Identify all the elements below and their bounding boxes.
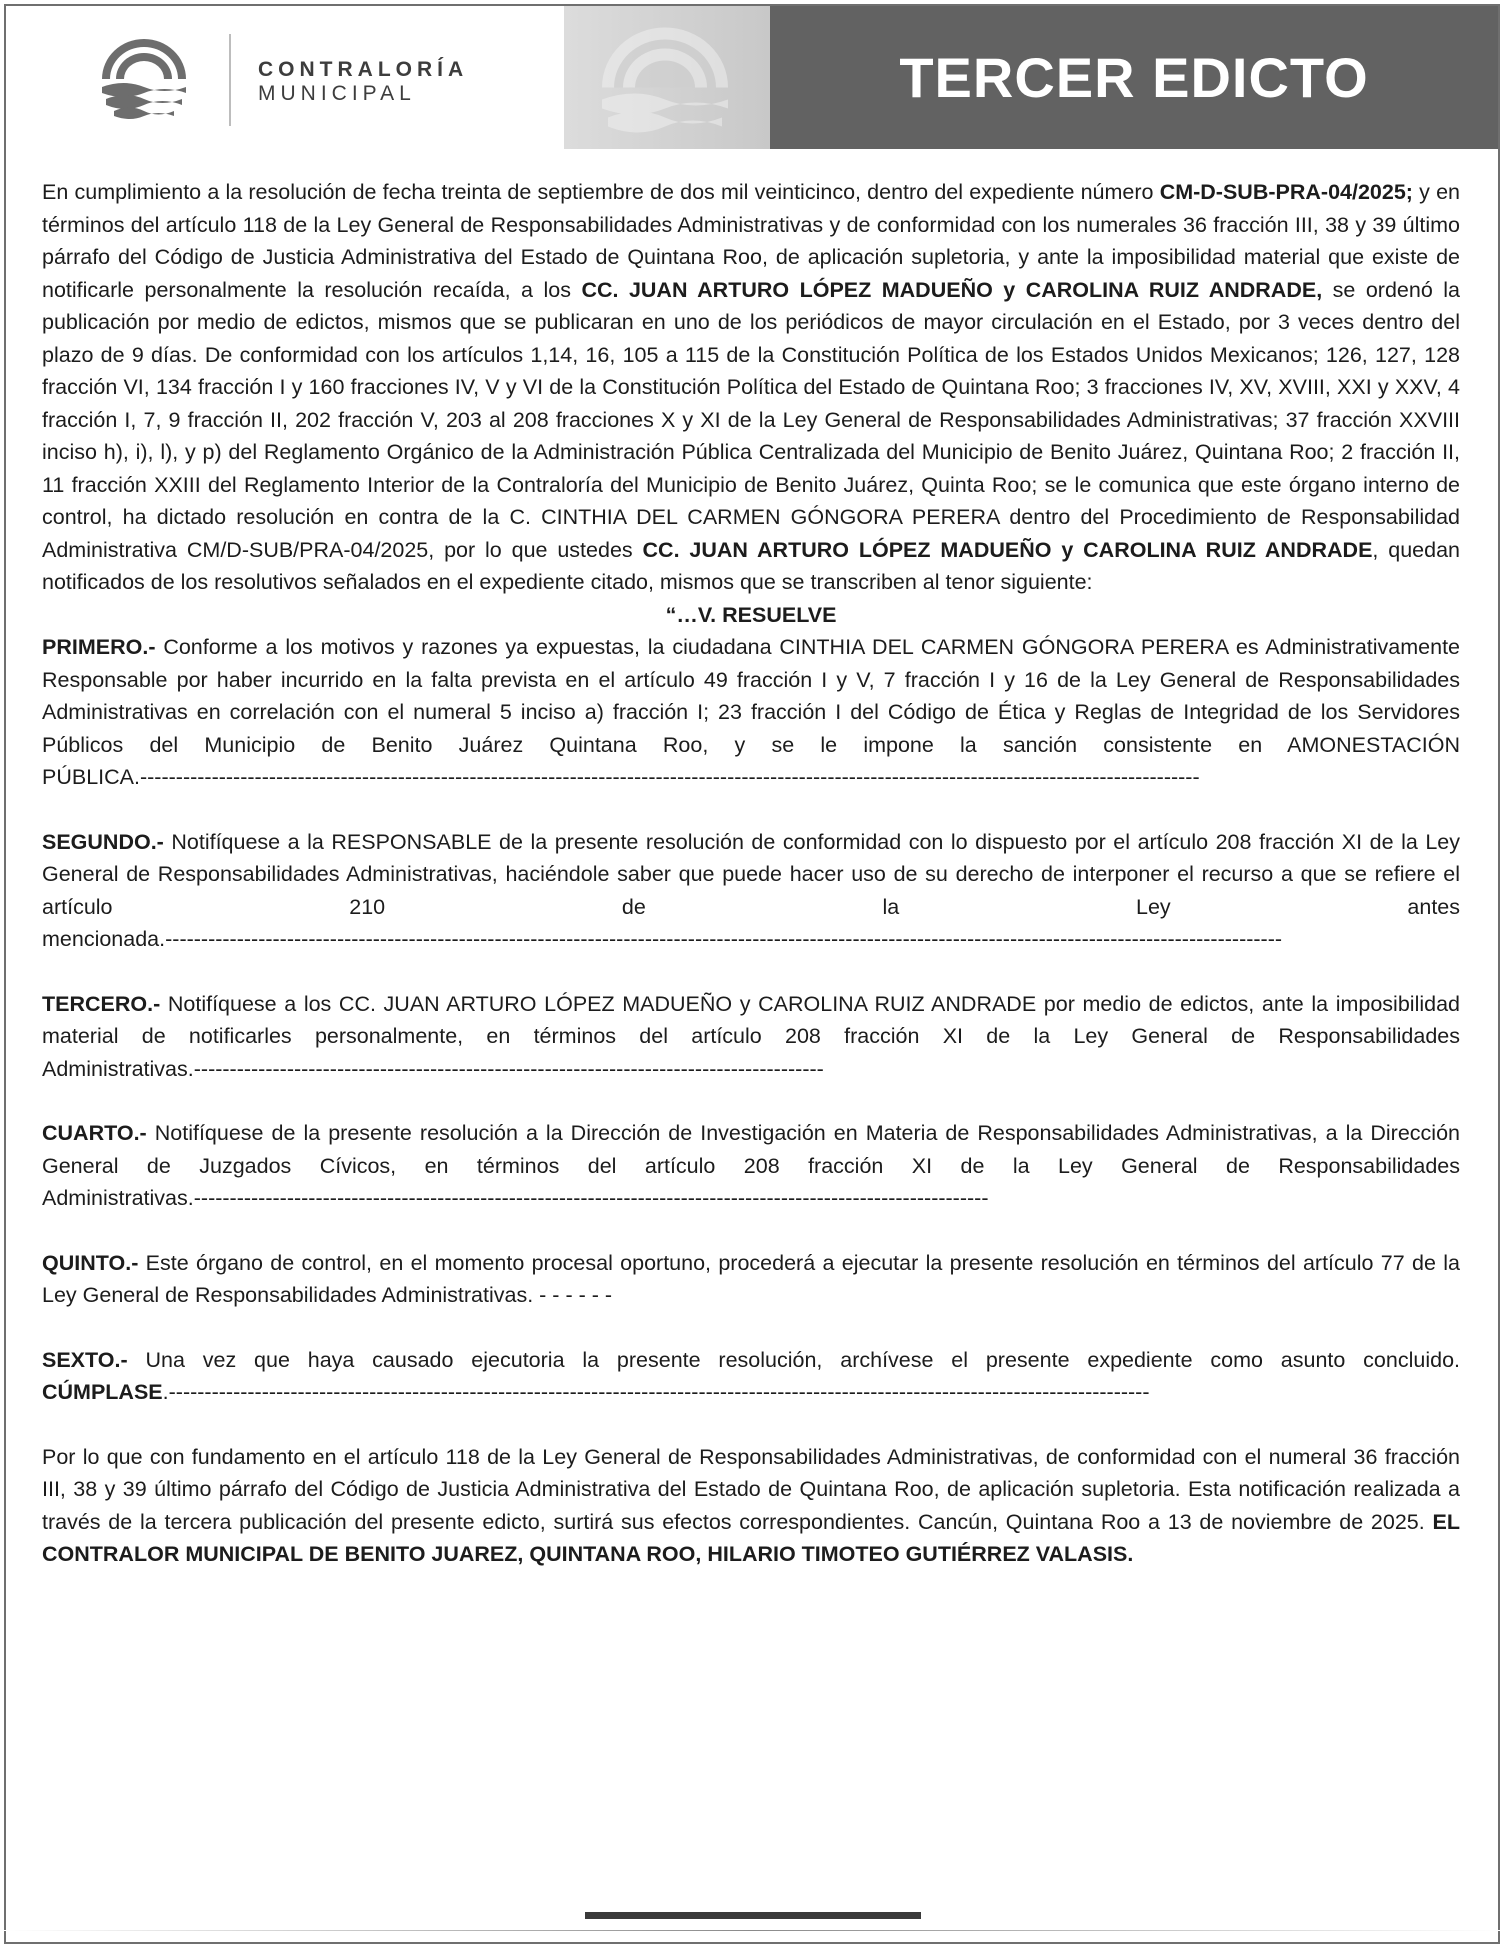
resolutive-point [42,631,1460,794]
closing-paragraph [42,1441,1460,1571]
point-text: Una vez que haya causado ejecutoria la presente resolución, archívese el presente expediente como asunto concluido. [127,1347,1460,1372]
dash-filler: ---------------------------------------------------------------------------------------------------------------------------------------------------- [139,765,1200,789]
intro-paragraph [42,176,1460,599]
point-bold-end: CÚMPLASE [42,1380,163,1404]
point-label: CUARTO.- [42,1121,147,1145]
page-title: TERCER EDICTO [899,46,1369,109]
notified-persons-repeat: CC. JUAN ARTURO LÓPEZ MADUEÑO y CAROLINA RUIZ ANDRADE [642,537,1373,562]
header [6,6,1498,149]
notified-persons: CC. JUAN ARTURO LÓPEZ MADUEÑO y CAROLINA RUIZ ANDRADE, [581,277,1323,302]
footer-bar [585,1912,921,1919]
title-banner [770,6,1498,149]
logo-text [258,58,468,106]
case-number: CM-D-SUB-PRA-04/2025; [1159,180,1413,204]
resuelve-heading: “…V. RESUELVE [665,602,837,627]
intro-text-1: En cumplimiento a la resolución de fecha treinta de septiembre de dos mil veinticinco, dentro del expediente número [42,180,1160,204]
edict-body [42,176,1460,1571]
header-grey-band [564,6,770,149]
org-name-line1: CONTRALORÍA [258,58,469,81]
point-label: QUINTO.- [42,1250,139,1275]
point-label: PRIMERO.- [42,635,156,659]
org-name-line2: MUNICIPAL [258,82,416,105]
signature-line: EL CONTRALOR MUNICIPAL DE BENITO JUAREZ, QUINTANA ROO, HILARIO TIMOTEO GUTIÉRREZ VALASIS. [42,1509,1460,1566]
dash-filler: .----------------------------------------------------------------------------------------------------------------------------------------- [162,1380,1150,1404]
closing-text: Por lo que con fundamento en el artículo 118 de la Ley General de Responsabilidades Administrativas, de conformidad con el numeral 36 fracción III, 38 y 39 último párrafo del Código de Justicia Administrativa del Estado de Quintana Roo, de aplicación supletoria. Esta notificación realizada a través de la tercera publicación del presente edicto, surtirá sus efectos correspondientes. Cancún, Quintana Roo a 13 de noviembre de 2025. [42,1444,1460,1534]
point-text: Notifíquese a la RESPONSABLE de la presente resolución de conformidad con lo dispuesto por el artículo 208 fracción XI de la Ley General de Responsabilidades Administrativas, haciéndole saber que puede hacer uso de su derecho de interponer el recurso a que se refiere el artículo 210 de la Ley antes mencionada. [42,829,1460,951]
resolutive-point [42,1247,1460,1312]
dash-filler: ------------------------------------------------------------------------------------------------------------------------------------------------------------ [165,927,1283,951]
intro-text-2: y en términos del artículo 118 de la Ley General de Responsabilidades Administrativas y de conformidad con los numerales 36 fracción III, 38 y 39 último párrafo del Código de Justicia Administrativa del Estado de Quintana Roo, de aplicación supletoria, y ante la imposibilidad material que existe de notificarle personalmente la resolución recaída, a los [42,180,1460,302]
dash-filler: --------------------------------------------------------------------------------------------------------------- [193,1186,989,1210]
logo-area [6,6,564,149]
footer-rule [4,1930,1500,1931]
point-text: Este órgano de control, en el momento procesal oportuno, procederá a ejecutar la presente resolución en términos del artículo 77 de la Ley General de Responsabilidades Administrativas. [42,1250,1460,1307]
point-text: Conforme a los motivos y razones ya expuestas, la ciudadana CINTHIA DEL CARMEN GÓNGORA PERERA es Administrativamente Responsable por haber incurrido en la falta prevista en el artículo 49 fracción I y V, 7 fracción I y 16 de la Ley General de Responsabilidades Administrativas en correlación con el numeral 5 inciso a) fracción I; 23 fracción I del Código de Ética y Reglas de Integridad de los Servidores Públicos del Municipio de Benito Juárez Quintana Roo, y se le impone la sanción consistente en AMONESTACIÓN PÚBLICA. [42,635,1460,789]
resolutive-point [42,988,1460,1086]
logo-divider [229,34,231,126]
point-text: Notifíquese de la presente resolución a la Dirección de Investigación en Materia de Responsabilidades Administrativas, a la Dirección General de Juzgados Cívicos, en términos del artículo 208 fracción XI de la Ley General de Responsabilidades Administrativas. [42,1121,1460,1210]
point-label: SEGUNDO.- [42,829,164,854]
resolutive-point [42,826,1460,956]
intro-text-4: , quedan notificados de los resolutivos señalados en el expediente citado, mismos que se transcriben al tenor siguiente: [42,537,1460,594]
intro-text-3: se ordenó la publicación por medio de edictos, mismos que se publicaran en uno de los periódicos de mayor circulación en el Estado, por 3 veces dentro del plazo de 9 días. De conformidad con los artículos 1,14, 16, 105 a 115 de la Constitución Política de los Estados Unidos Mexicanos; 126, 127, 128 fracción VI, 134 fracción I y 160 fracciones IV, V y VI de la Constitución Política del Estado de Quintana Roo; 3 fracciones IV, XV, XVIII, XXI y XXV, 4 fracción I, 7, 9 fracción II, 202 fracción V, 203 al 208 fracciones X y XI de la Ley General de Responsabilidades Administrativas; 37 fracción XXVIII inciso h), i), l), y p) del Reglamento Orgánico de la Administración Pública Centralizada del Municipio de Benito Juárez, Quintana Roo; 2 fracción II, 11 fracción XXIII del Reglamento Interior de la Contraloría del Municipio de Benito Juárez, Quinta Roo; se le comunica que este órgano interno de control, ha dictado resolución en contra de la C. CINTHIA DEL CARMEN GÓNGORA PERERA dentro del Procedimiento de Responsabilidad Administrativa CM/D-SUB/PRA-04/2025, por lo que ustedes [42,277,1461,562]
point-text: Notifíquese a los CC. JUAN ARTURO LÓPEZ MADUEÑO y CAROLINA RUIZ ANDRADE por medio de edictos, ante la imposibilidad material de notificarles personalmente, en términos del artículo 208 fracción XI de la Ley General de Responsabilidades Administrativas. [42,991,1460,1081]
resolutive-point [42,1344,1460,1409]
point-label: SEXTO.- [42,1347,128,1372]
point-label: TERCERO.- [42,991,161,1016]
dash-filler: - - - - - - [533,1283,613,1307]
municipal-sun-logo-icon [94,39,194,121]
resolutive-point [42,1117,1460,1215]
sun-watermark-icon [590,24,740,149]
dash-filler: ---------------------------------------------------------------------------------------- [193,1056,824,1081]
